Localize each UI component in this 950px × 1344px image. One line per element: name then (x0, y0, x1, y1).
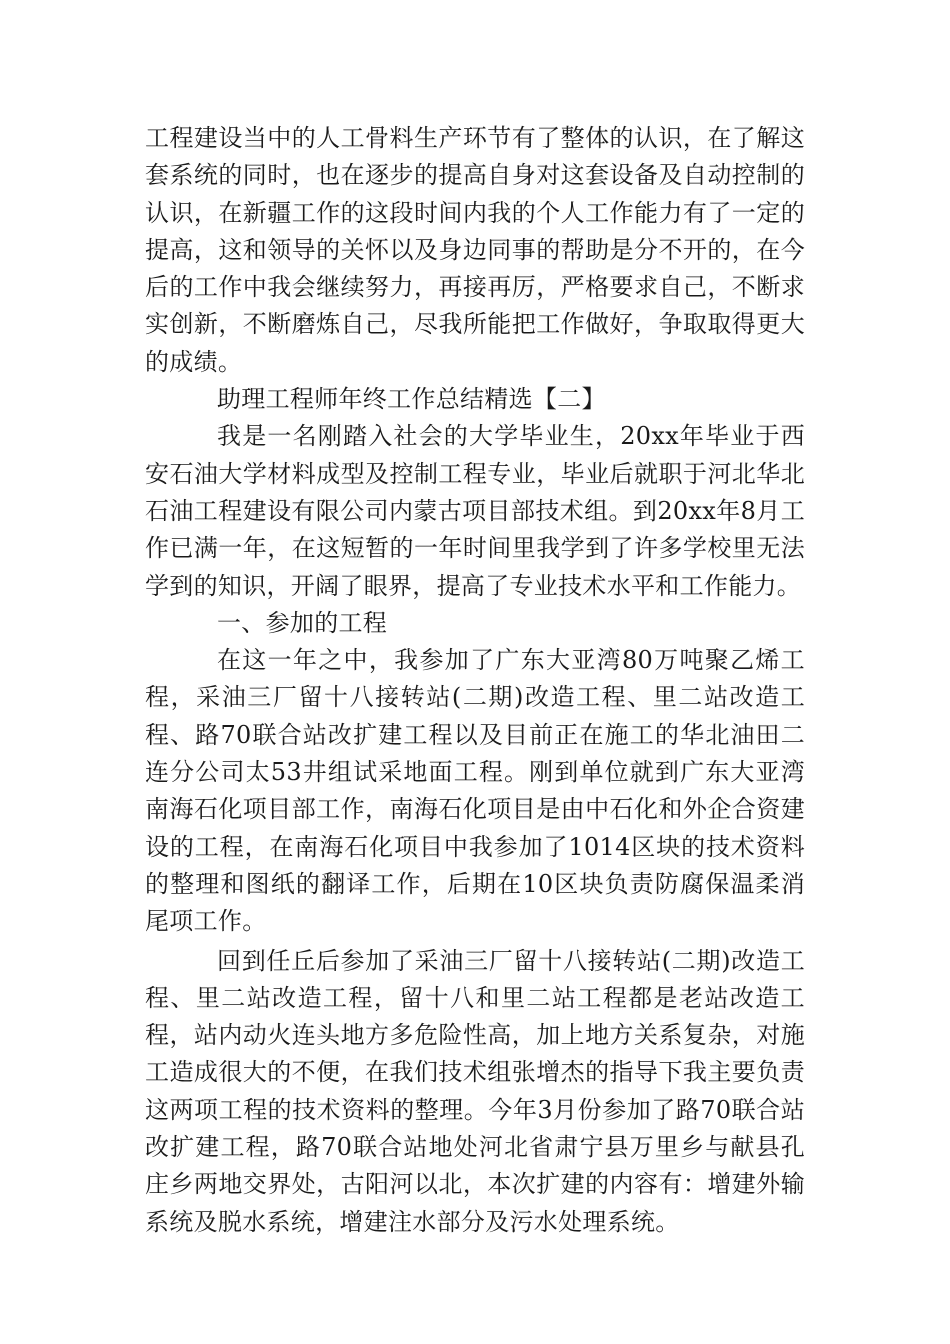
paragraph-renqiu: 回到任丘后参加了采油三厂留十八接转站(二期)改造工程、里二站改造工程，留十八和里二站工程都是老站改造工程，站内动火连头地方多危险性高，加上地方关系复杂，对施工造成很大的不便，在我们技术组张增杰的指导下我主要负责这两项工程的技术资料的整理。今年3月份参加了路70联合站改扩建工程，路70联合站地处河北省肃宁县万里乡与献县孔庄乡两地交界处，古阳河以北，本次扩建的内容有：增建外输系统及脱水系统，增建注水部分及污水处理系统。 (145, 946, 805, 1236)
subsection-heading-projects: 一、参加的工程 (217, 608, 388, 637)
paragraph-conclusion: 工程建设当中的人工骨料生产环节有了整体的认识，在了解这套系统的同时，也在逐步的提高自身对这套设备及自动控制的认识，在新疆工作的这段时间内我的个人工作能力有了一定的提高，这和领导的关怀以及身边同事的帮助是分不开的，在今后的工作中我会继续努力，再接再厉，严格要求自己，不断求实创新，不断磨炼自己，尽我所能把工作做好，争取取得更大的成绩。 (145, 124, 805, 376)
paragraph-intro: 我是一名刚踏入社会的大学毕业生，20xx年毕业于西安石油大学材料成型及控制工程专业，毕业后就职于河北华北石油工程建设有限公司内蒙古项目部技术组。到20xx年8月工作已满一年，在这短暂的一年时间里我学到了许多学校里无法学到的知识，开阔了眼界，提高了专业技术水平和工作能力。 (145, 422, 805, 600)
paragraph-projects: 在这一年之中，我参加了广东大亚湾80万吨聚乙烯工程，采油三厂留十八接转站(二期)改造工程、里二站改造工程、路70联合站改扩建工程以及目前正在施工的华北油田二连分公司太53井组试采地面工程。刚到单位就到广东大亚湾南海石化项目部工作，南海石化项目是由中石化和外企合资建设的工程，在南海石化项目中我参加了1014区块的技术资料的整理和图纸的翻译工作，后期在10区块负责防腐保温柔消尾项工作。 (145, 646, 805, 936)
section-heading-2: 助理工程师年终工作总结精选【二】 (217, 385, 606, 414)
document-body (145, 120, 805, 1241)
